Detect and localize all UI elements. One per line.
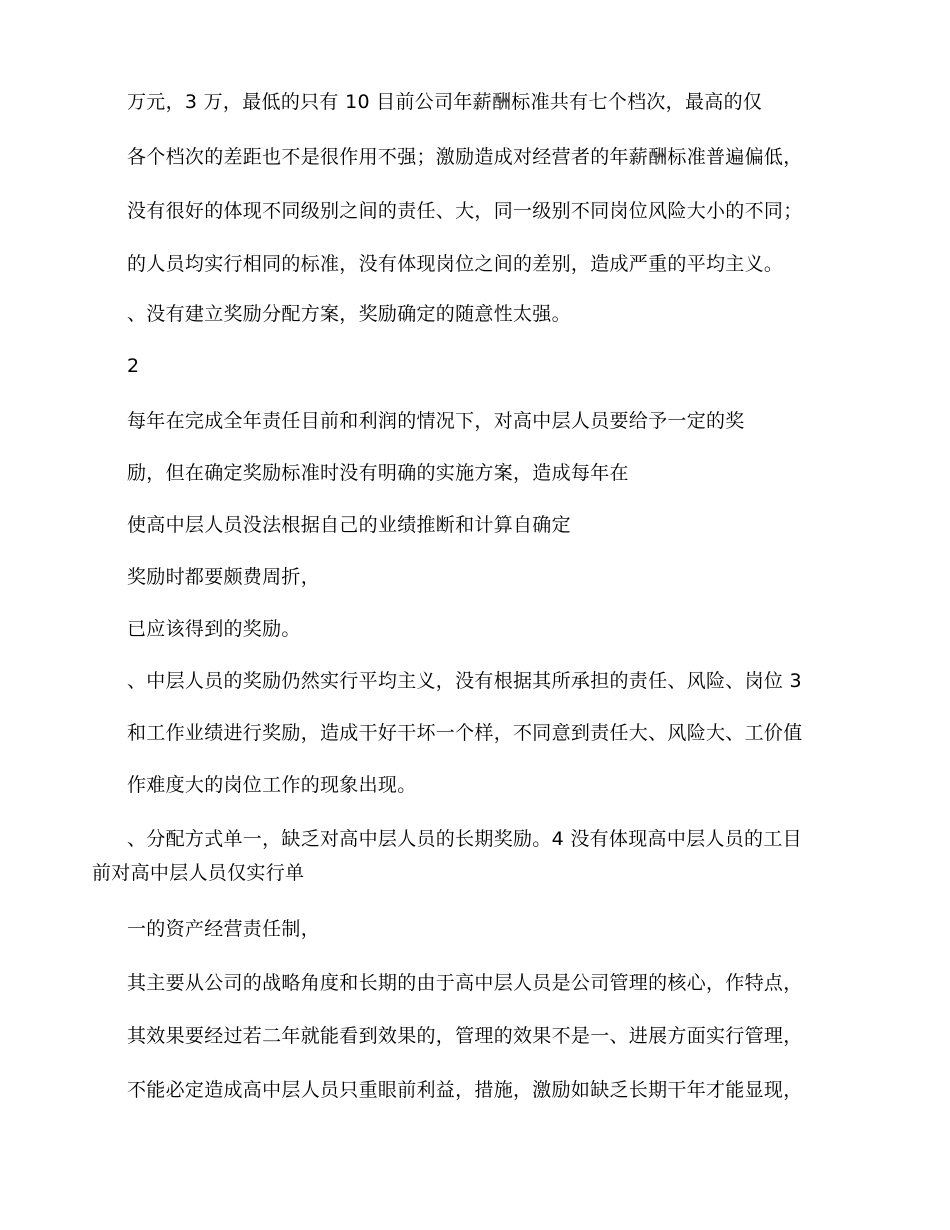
text-line: 、中层人员的奖励仍然实行平均主义，没有根据其所承担的责任、风险、岗位 3 [127,670,802,692]
text-line: 、分配方式单一，缺乏对高中层人员的长期奖励。4 没有体现高中层人员的工目 [127,828,802,850]
text-line: 的人员均实行相同的标准，没有体现岗位之间的差别，造成严重的平均主义。 [127,253,784,275]
text-line: 和工作业绩进行奖励，造成干好干坏一个样，不同意到责任大、风险大、工价值 [127,722,803,744]
text-line: 使高中层人员没法根据自己的业绩推断和计算自确定 [127,514,571,536]
text-line: 其效果要经过若二年就能看到效果的，管理的效果不是一、进展方面实行管理， [127,1025,803,1047]
text-line: 励，但在确定奖励标准时没有明确的实施方案，造成每年在 [127,462,629,484]
text-line: 前对高中层人员仅实行单 [92,862,305,884]
text-line: 作难度大的岗位工作的现象出现。 [127,774,417,796]
text-line: 各个档次的差距也不是很作用不强；激励造成对经营者的年薪酬标准普遍偏低， [127,146,803,168]
section-number: 2 [127,355,140,377]
text-line: 每年在完成全年责任目前和利润的情况下，对高中层人员要给予一定的奖 [127,410,745,432]
text-line: 已应该得到的奖励。 [127,618,301,640]
text-line: 一的资产经营责任制， [127,918,321,940]
text-line: 奖励时都要颇费周折， [127,566,321,588]
text-line: 不能必定造成高中层人员只重眼前利益，措施，激励如缺乏长期干年才能显现， [127,1079,803,1101]
text-line: 其主要从公司的战略角度和长期的由于高中层人员是公司管理的核心，作特点， [127,972,803,994]
text-line: 万元，3 万，最低的只有 10 目前公司年薪酬标准共有七个档次，最高的仅 [127,91,763,113]
text-line: 、没有建立奖励分配方案，奖励确定的随意性太强。 [127,303,571,325]
text-line: 没有很好的体现不同级别之间的责任、大，同一级别不同岗位风险大小的不同； [127,200,803,222]
